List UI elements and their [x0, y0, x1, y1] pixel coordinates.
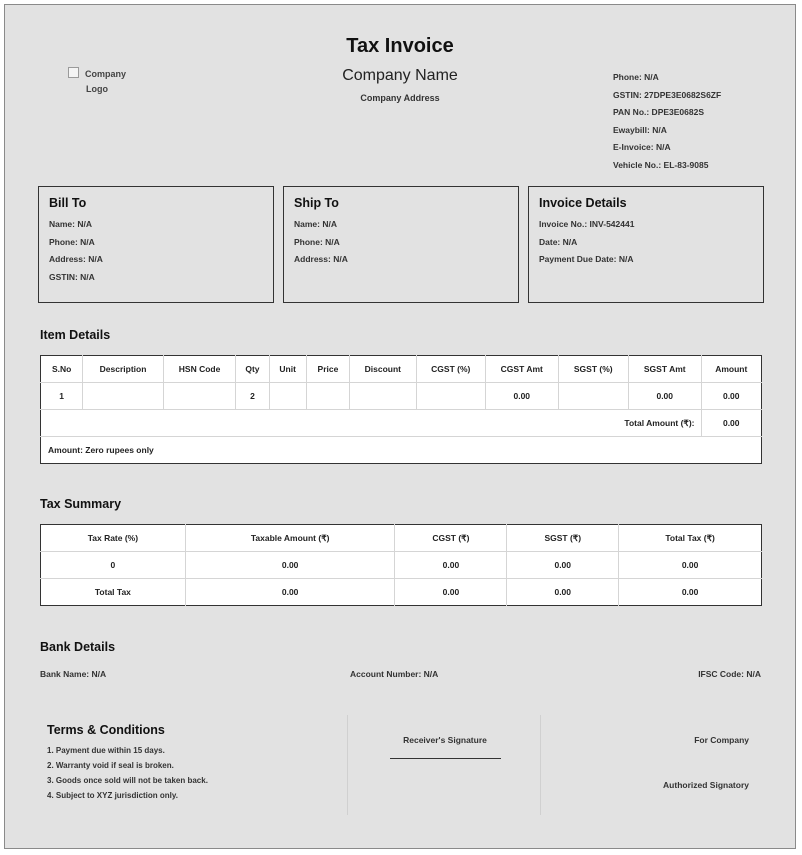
item-price	[306, 383, 349, 410]
sgst-value: 0.00	[507, 552, 619, 579]
total-amount-label: Total Amount (₹):	[41, 410, 702, 437]
bill-to-phone: Phone: N/A	[49, 236, 95, 247]
col-cgst-amt: CGST Amt	[486, 356, 559, 383]
tax-total-taxable: 0.00	[185, 579, 395, 606]
item-cgst-pct	[416, 383, 485, 410]
total-amount-row	[41, 410, 762, 437]
terms-line-3: 3. Goods once sold will not be taken back.	[47, 776, 208, 785]
receiver-signature-line	[390, 758, 501, 759]
ship-to-title: Ship To	[294, 196, 339, 210]
company-phone: Phone: N/A	[613, 72, 659, 82]
item-amount: 0.00	[701, 383, 762, 410]
col-discount: Discount	[350, 356, 416, 383]
invoice-page	[4, 4, 796, 849]
signature-divider-right	[540, 715, 541, 815]
col-description: Description	[83, 356, 164, 383]
col-unit: Unit	[269, 356, 306, 383]
authorized-signatory-label: Authorized Signatory	[663, 780, 749, 790]
company-pan: PAN No.: DPE3E0682S	[613, 107, 705, 117]
bill-to-gstin: GSTIN: N/A	[49, 271, 95, 282]
logo-alt-text: Company Logo	[84, 69, 126, 94]
tax-total-total: 0.00	[681, 587, 699, 597]
tax-total-sgst: 0.00	[507, 579, 619, 606]
tax-summary-title: Tax Summary	[40, 497, 122, 511]
col-qty: Qty	[236, 356, 269, 383]
item-discount	[350, 383, 416, 410]
tax-total-row	[41, 579, 762, 606]
bill-to-address: Address: N/A	[49, 254, 103, 264]
item-cgst-amt: 0.00	[486, 383, 559, 410]
bill-to-name: Name: N/A	[49, 219, 92, 229]
company-vehicle: Vehicle No.: EL-83-9085	[613, 159, 709, 170]
total-amount-value: 0.00	[701, 410, 762, 437]
terms-line-4: 4. Subject to XYZ jurisdiction only.	[47, 791, 178, 800]
taxable-amount-value: 0.00	[185, 552, 395, 579]
invoice-title: Tax Invoice	[346, 35, 454, 57]
table-row	[41, 552, 762, 579]
invoice-details-box	[528, 186, 764, 303]
item-unit	[269, 383, 306, 410]
item-sgst-amt: 0.00	[629, 383, 702, 410]
signature-divider-left	[347, 715, 348, 815]
item-qty: 2	[236, 383, 269, 410]
terms-line-2: 2. Warranty void if seal is broken.	[47, 761, 174, 770]
col-hsn: HSN Code	[163, 356, 236, 383]
item-hsn	[163, 383, 236, 410]
item-description	[83, 383, 164, 410]
col-amount: Amount	[701, 356, 762, 383]
col-cgst-pct: CGST (%)	[416, 356, 485, 383]
company-einvoice: E-Invoice: N/A	[613, 142, 671, 152]
item-sgst-pct	[558, 383, 628, 410]
ship-to-name: Name: N/A	[294, 219, 337, 229]
payment-due-date: Payment Due Date: N/A	[539, 254, 634, 264]
tax-header-row	[41, 525, 762, 552]
bank-details-title: Bank Details	[40, 640, 116, 654]
tax-total-label: Total Tax	[41, 579, 186, 606]
invoice-details-title: Invoice Details	[539, 196, 627, 210]
ship-to-phone: Phone: N/A	[294, 236, 340, 247]
col-price: Price	[306, 356, 349, 383]
invoice-date: Date: N/A	[539, 236, 578, 247]
account-number: Account Number: N/A	[350, 669, 439, 679]
ship-to-box	[283, 186, 519, 303]
col-sgst-amt: SGST Amt	[629, 356, 702, 383]
amount-words-row	[41, 437, 762, 464]
invoice-number: Invoice No.: INV-542441	[539, 219, 635, 229]
ship-to-address: Address: N/A	[294, 254, 348, 264]
tax-rate-value: 0	[41, 552, 186, 579]
cgst-value: 0.00	[395, 552, 507, 579]
terms-title: Terms & Conditions	[47, 723, 165, 737]
item-sno: 1	[41, 383, 83, 410]
total-tax-value: 0.00	[619, 552, 762, 579]
bank-name: Bank Name: N/A	[40, 669, 107, 679]
ifsc-code: IFSC Code: N/A	[698, 669, 761, 679]
col-cgst: CGST (₹)	[395, 525, 507, 552]
terms-section	[47, 723, 208, 803]
amount-in-words: Amount: Zero rupees only	[48, 445, 154, 455]
company-name: Company Name	[342, 67, 458, 84]
col-taxable-amount: Taxable Amount (₹)	[185, 525, 395, 552]
col-tax-rate: Tax Rate (%)	[41, 525, 186, 552]
company-gstin: GSTIN: 27DPE3E0682S6ZF	[613, 89, 722, 100]
tax-total-cgst: 0.00	[395, 579, 507, 606]
col-sgst: SGST (₹)	[507, 525, 619, 552]
bill-to-box	[38, 186, 274, 303]
table-row	[41, 383, 762, 410]
bill-to-title: Bill To	[49, 196, 87, 210]
item-header-row	[41, 356, 762, 383]
tax-summary-table	[40, 524, 762, 606]
company-info	[613, 69, 721, 174]
col-total-tax: Total Tax (₹)	[619, 525, 762, 552]
company-address: Company Address	[360, 93, 440, 103]
item-details-table	[40, 355, 762, 464]
terms-line-1: 1. Payment due within 15 days.	[47, 746, 165, 755]
receiver-signature-label: Receiver's Signature	[403, 735, 487, 745]
for-company-label: For Company	[694, 735, 749, 745]
col-sgst-pct: SGST (%)	[558, 356, 628, 383]
col-sno: S.No	[41, 356, 83, 383]
item-details-title: Item Details	[40, 328, 111, 342]
company-ewaybill: Ewaybill: N/A	[613, 124, 667, 135]
